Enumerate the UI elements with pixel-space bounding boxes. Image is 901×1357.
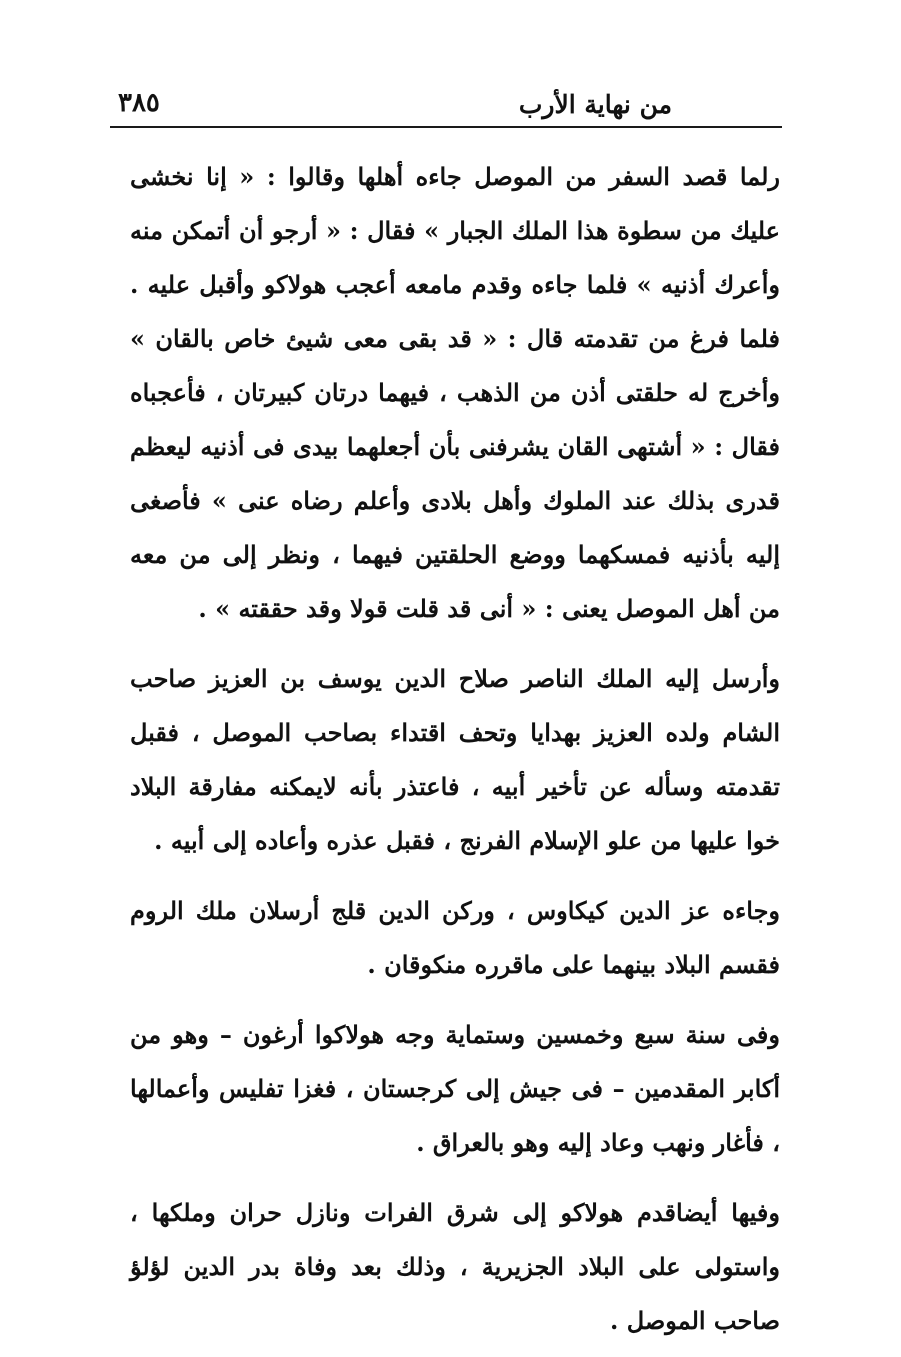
page-header bbox=[110, 82, 782, 126]
paragraph-1: رلما قصد السفر من الموصل جاءه أهلها وقالوا : « إنا نخشى عليك من سطوة هذا الملك الجبار » فقال : « أرجو أن أتمكن منه وأعرك أذنيه » فلما جاءه وقدم مامعه أعجب هولاكو وأقبل عليه . فلما فرغ من تقدمته قال : « قد بقى معى شيئ خاص بالقان » وأخرج له حلقتى أذن من الذهب ، فيهما درتان كبيرتان ، فأعجباه فقال : « أشتهى القان يشرفنى بأن أجعلهما بيدى فى أذنيه ليعظم قدرى بذلك عند الملوك وأهل بلادى وأعلم رضاه عنى » فأصغى إليه بأذنيه فمسكهما ووضع الحلقتين فيهما ، ونظر إلى من معه من أهل الموصل يعنى : « أنى قد قلت قولا وقد حققته » . bbox=[130, 162, 780, 623]
paragraph-4: وفى سنة سبع وخمسين وستماية وجه هولاكوا أرغون – وهو من أكابر المقدمين – فى جيش إلى كرجستان ، فغزا تفليس وأعمالها ، فأغار ونهب وعاد إليه وهو بالعراق . bbox=[130, 1020, 780, 1157]
paragraph-5: وفيها أيضاقدم هولاكو إلى شرق الفرات ونازل حران وملكها ، واستولى على البلاد الجزيرية ، وذلك بعد وفاة بدر الدين لؤلؤ صاحب الموصل . bbox=[130, 1198, 780, 1335]
paragraph-2: وأرسل إليه الملك الناصر صلاح الدين يوسف بن العزيز صاحب الشام ولده العزيز بهدايا وتحف اقتداء بصاحب الموصل ، فقبل تقدمته وسأله عن تأخير أبيه ، فاعتذر بأنه لايمكنه مفارقة البلاد خوا عليها من علو الإسلام الفرنج ، فقبل عذره وأعاده إلى أبيه . bbox=[130, 664, 781, 855]
body-text bbox=[130, 150, 780, 1348]
paragraph-3: وجاءه عز الدين كيكاوس ، وركن الدين قلج أرسلان ملك الروم فقسم البلاد بينهما على ماقرره منكوقان . bbox=[130, 896, 780, 979]
page-number: ٣٨٥ bbox=[118, 88, 160, 118]
running-title: من نهاية الأرب bbox=[518, 90, 672, 119]
header-rule bbox=[110, 126, 782, 128]
